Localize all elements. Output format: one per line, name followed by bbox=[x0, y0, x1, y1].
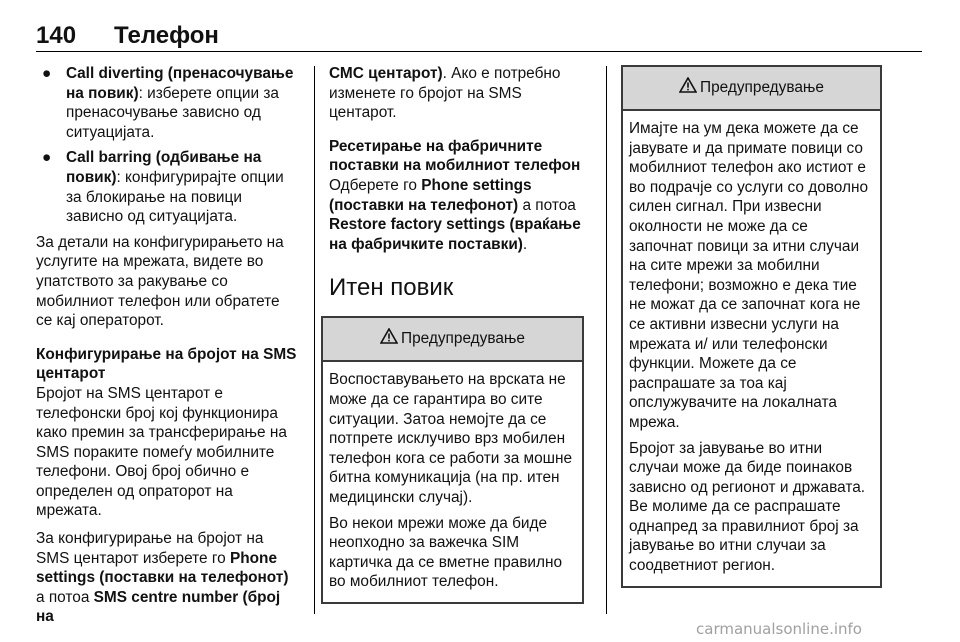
warning-header bbox=[323, 318, 582, 362]
warning-triangle-icon bbox=[380, 328, 398, 344]
warning-paragraph: Воспоставувањето на врската не може да се гарантира во сите ситуации. Затоа немојте да се потпрете исклучиво врз мобилен телефон кога се работи за мошне битна комуникација (на пр. итен медицински случај). bbox=[329, 371, 573, 506]
warning-title: Предупредување bbox=[401, 330, 525, 348]
paragraph-sms-config bbox=[36, 529, 298, 627]
bullet-dot: ● bbox=[42, 65, 52, 82]
warning-paragraph: Во некои мрежи може да биде неопходно за важечка SIM картичка да се вметне правилно во мобилниот телефон. bbox=[329, 514, 563, 591]
menu-sms-centre-number: SMS centre number (број на bbox=[36, 588, 281, 626]
paragraph-sms-continued bbox=[329, 64, 592, 123]
column-1 bbox=[36, 64, 298, 635]
menu-restore-factory: Restore factory settings (враќање на фабричките поставки) bbox=[329, 216, 581, 253]
watermark: carmanualsonline.info bbox=[696, 620, 862, 638]
warning-title: Предупредување bbox=[700, 79, 824, 96]
menu-sms-centre-cont: СМС центарот) bbox=[329, 65, 443, 82]
subheading-factory-reset: Ресетирање на фабричните поставки на мобилниот телефон bbox=[329, 137, 581, 175]
paragraph-sms-centre: Бројот на SMS центарот е телефонски број кој функционира како премин за трансферирање на SMS пораките помеѓу мобилните телефони. Овој број обично е определен од опраторот на мрежата. bbox=[36, 384, 287, 520]
warning-box-1 bbox=[321, 316, 584, 604]
text-span: . bbox=[522, 235, 528, 253]
bullet-call-diverting bbox=[36, 64, 298, 142]
warning-paragraph: Бројот за јавување во итни случаи може да биде поинаков зависно од регионот и државата. Ве молиме да се распрашате однапред за правилниот број за јавување во итни случаи за соодветниот регион. bbox=[629, 439, 866, 575]
column-3 bbox=[621, 65, 882, 588]
menu-phone-settings: Phone settings (поставки на телефонот) bbox=[329, 176, 532, 214]
term-call-diverting: Call diverting (пренасочување на повик) bbox=[66, 65, 294, 102]
text-span: . Ако е потребно изменете го бројот на SMS центарот. bbox=[329, 65, 561, 122]
bullet-text: : изберете опции за пренасочување зависно од ситуацијата. bbox=[66, 84, 279, 141]
column-2 bbox=[329, 64, 592, 604]
menu-phone-settings: Phone settings (поставки на телефонот) bbox=[36, 549, 289, 587]
column-divider-1 bbox=[314, 66, 315, 614]
warning-box-2 bbox=[621, 65, 882, 588]
paragraph-network-services: За детали на конфигурирањето на услугите на мрежата, видете во упатството за ракување со мобилниот телефон или обратете се кај операторот. bbox=[36, 233, 284, 330]
warning-body bbox=[623, 111, 880, 586]
warning-body bbox=[323, 362, 582, 602]
bullet-dot: ● bbox=[42, 149, 52, 167]
term-call-barring: Call barring (одбивање на повик) bbox=[66, 149, 262, 186]
text-span: а потоа bbox=[518, 196, 576, 214]
warning-triangle-icon bbox=[679, 77, 697, 93]
warning-paragraph: Имајте на ум дека можете да се јавувате и да примате повици со мобилниот телефон ако истиот е во подрачје со услуги со доволно силен сигнал. При извесни околности не може да се започнат повици за итни случаи на сите мрежи за мобилни телефони; возможно е дека тие не можат да се започнат кога не се активни извесни услуги на мрежата и/ или телефонски функции. Можете да се распрашате за тоа кај опслужувачите на локалната мрежа. bbox=[629, 120, 869, 431]
subheading-sms-centre: Конфигурирање на бројот на SMS центарот bbox=[36, 345, 297, 383]
header-rule bbox=[36, 51, 922, 52]
bullet-call-barring bbox=[36, 148, 298, 226]
bullet-text: : конфигурирајте опции за блокирање на повици зависно од ситуацијата. bbox=[66, 168, 284, 226]
text-span: а потоа bbox=[36, 588, 94, 606]
paragraph-factory-reset bbox=[329, 176, 592, 254]
page-number: 140 bbox=[36, 22, 77, 49]
section-title-emergency: Итен повик bbox=[329, 274, 454, 302]
page-title: Телефон bbox=[114, 22, 219, 49]
column-divider-2 bbox=[606, 66, 607, 614]
text-span: Одберете го bbox=[329, 176, 422, 194]
warning-header bbox=[623, 67, 880, 111]
text-span: За конфигурирање на бројот на SMS центарот изберете го bbox=[36, 530, 264, 567]
